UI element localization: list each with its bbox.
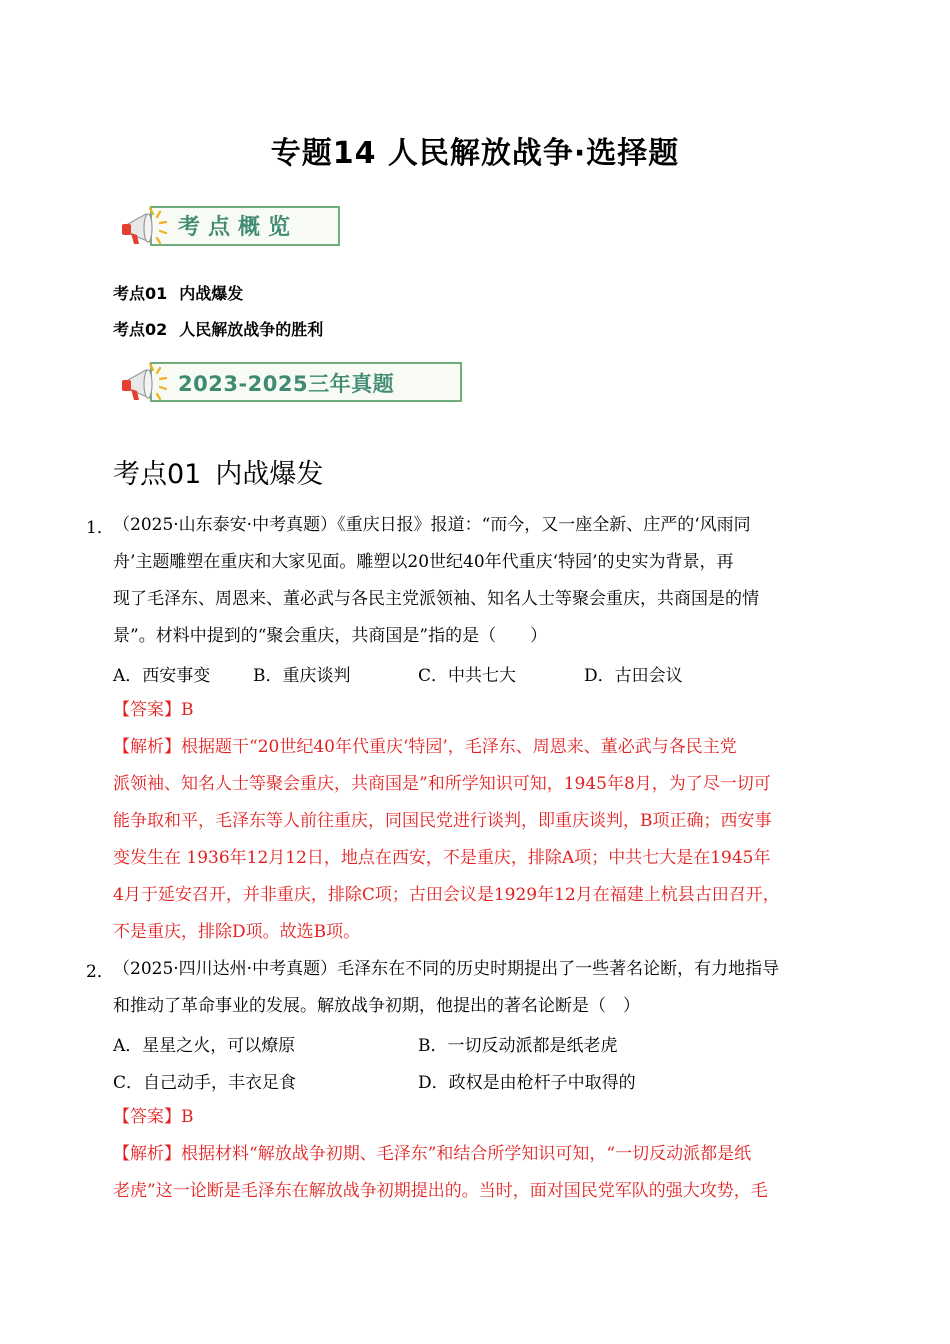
page-title: 专题14 人民解放战争·选择题	[270, 136, 680, 171]
analysis-text: 派领袖、知名人士等聚会重庆，共商国是”和所学知识可知，1945年8月，为了尽一切可	[113, 774, 771, 794]
question-text: （2025·四川达州·中考真题）毛泽东在不同的历史时期提出了一些著名论断，有力地指导	[113, 959, 780, 979]
analysis-text: 【解析】根据题干“20世纪40年代重庆‘特园’，毛泽东、周恩来、董必武与各民主党	[113, 737, 737, 757]
answer: 【答案】B	[113, 700, 194, 720]
option-d[interactable]: D．古田会议	[584, 666, 683, 686]
overview-banner	[128, 206, 340, 246]
toc-item-2[interactable]	[113, 317, 323, 340]
analysis-text: 【解析】根据材料“解放战争初期、毛泽东”和结合所学知识可知，“一切反动派都是纸	[113, 1144, 752, 1164]
question-text: 舟’主题雕塑在重庆和大家见面。雕塑以20世纪40年代重庆‘特园’的史实为背景，再	[113, 552, 734, 572]
analysis-text: 老虎”这一论断是毛泽东在解放战争初期提出的。当时，面对国民党军队的强大攻势，毛	[113, 1181, 768, 1201]
toc-name: 内战爆发	[179, 284, 244, 303]
option-c[interactable]: C．中共七大	[418, 666, 517, 686]
question-text: （2025·山东泰安·中考真题）《重庆日报》报道：“而今，又一座全新、庄严的‘风雨同	[113, 515, 751, 535]
toc-item-1[interactable]	[113, 281, 243, 304]
option-a[interactable]: A．西安事变	[113, 666, 211, 686]
question-text: 和推动了革命事业的发展。解放战争初期，他提出的著名论断是（ ）	[113, 996, 640, 1016]
section-heading	[113, 452, 323, 491]
option-b[interactable]: B．重庆谈判	[253, 666, 351, 686]
answer: 【答案】B	[113, 1107, 194, 1127]
overview-banner-label: 考点概览	[150, 206, 340, 246]
section-name: 内战爆发	[215, 459, 324, 490]
years-banner-label: 2023-2025三年真题	[150, 362, 462, 402]
analysis-text: 变发生在 1936年12月12日，地点在西安，不是重庆，排除A项；中共七大是在1945年	[113, 848, 771, 868]
megaphone-icon	[120, 202, 172, 254]
question-text: 景”。材料中提到的“聚会重庆，共商国是”指的是（ ）	[113, 626, 548, 646]
question-number: 1．	[86, 518, 114, 538]
years-banner	[128, 362, 462, 402]
toc-name: 人民解放战争的胜利	[179, 320, 324, 339]
option-a[interactable]: A．星星之火，可以燎原	[113, 1036, 296, 1056]
option-c[interactable]: C．自己动手，丰衣足食	[113, 1073, 297, 1093]
toc-code: 考点01	[113, 284, 168, 303]
option-d[interactable]: D．政权是由枪杆子中取得的	[418, 1073, 636, 1093]
option-b[interactable]: B．一切反动派都是纸老虎	[418, 1036, 618, 1056]
question-number: 2．	[86, 962, 114, 982]
analysis-text: 4月于延安召开，并非重庆，排除C项；古田会议是1929年12月在福建上杭县古田召开，	[113, 885, 780, 905]
question-text: 现了毛泽东、周恩来、董必武与各民主党派领袖、知名人士等聚会重庆，共商国是的情	[113, 589, 759, 609]
analysis-text: 能争取和平，毛泽东等人前往重庆，同国民党进行谈判，即重庆谈判，B项正确；西安事	[113, 811, 772, 831]
megaphone-icon	[120, 358, 172, 410]
analysis-text: 不是重庆，排除D项。故选B项。	[113, 922, 361, 942]
section-code: 考点01	[113, 459, 202, 490]
toc-code: 考点02	[113, 320, 168, 339]
